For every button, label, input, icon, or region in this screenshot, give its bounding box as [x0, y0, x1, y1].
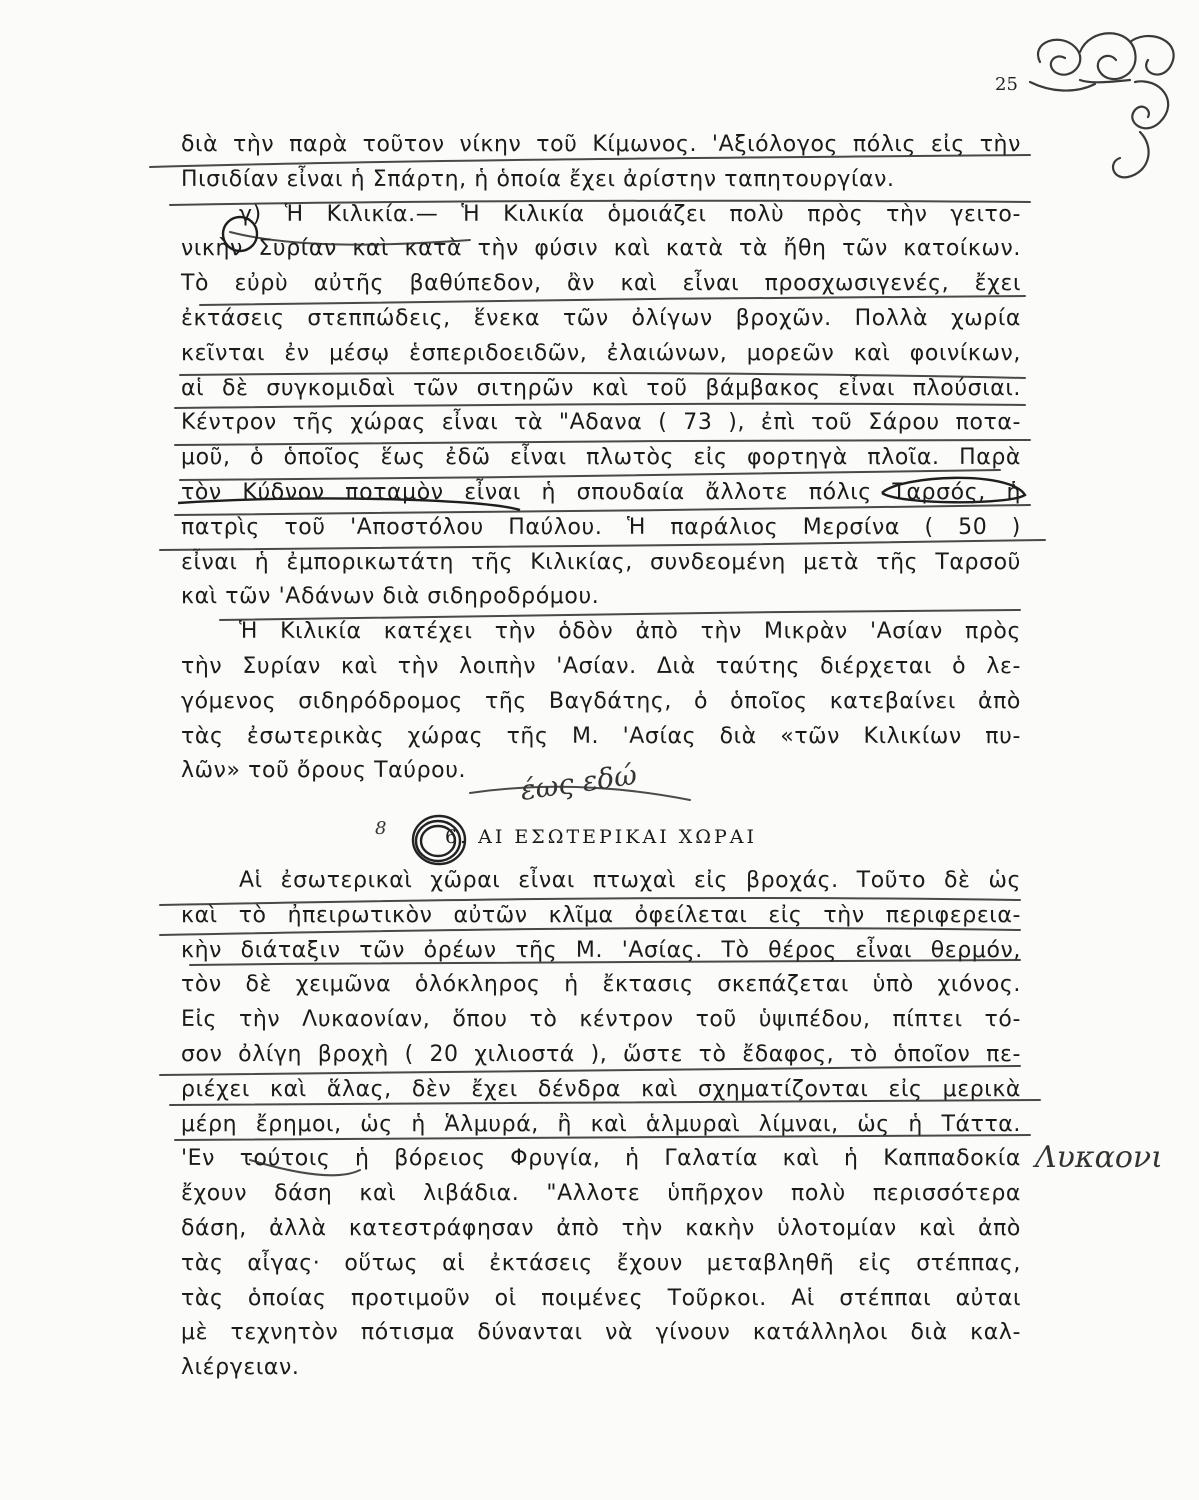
text-line: τὰς ἐσωτερικὰς χώρας τῆς Μ. 'Ασίας διὰ «τῶν Κιλικίων πυ- [181, 723, 1021, 749]
text-line: πατρὶς τοῦ 'Αποστόλου Παύλου. Ἡ παράλιος Μερσίνα ( 50 ) [181, 514, 1021, 540]
handwritten-margin-note: Λυκαονι [1035, 1140, 1163, 1175]
body-text-bottom [181, 864, 1021, 1386]
subheading-line: γ) Ἡ Κιλικία.— Ἡ Κιλικία ὁμοιάζει πολὺ πρὸς τὴν γειτο- [239, 201, 1021, 227]
decorative-flourish-icon [1020, 22, 1190, 192]
text-line: νικὴν Συρίαν καὶ κατὰ τὴν φύσιν καὶ κατὰ τὰ ἤθη τῶν κατοίκων. [181, 236, 1021, 262]
handwritten-mark: 8 [375, 818, 387, 839]
text-line: Κέντρον τῆς χώρας εἶναι τὰ "Αδανα ( 73 ), ἐπὶ τοῦ Σάρου ποτα- [181, 410, 1021, 436]
text-line: 'Εν τούτοις ἡ βόρειος Φρυγία, ἡ Γαλατία καὶ ἡ Καππαδοκία [181, 1146, 1021, 1172]
body-text-top [181, 128, 1021, 789]
text-line: κεῖνται ἐν μέσῳ ἑσπεριδοειδῶν, ἐλαιώνων, μορεῶν καὶ φοινίκων, [181, 340, 1021, 366]
text-line: λιέργειαν. [181, 1355, 300, 1381]
text-line: λῶν» τοῦ ὄρους Ταύρου. [181, 758, 467, 784]
text-line: ἐκτάσεις στεππώδεις, ἕνεκα τῶν ὀλίγων βροχῶν. Πολλὰ χωρία [181, 305, 1021, 331]
text-line: μέρη ἔρημοι, ὡς ἡ Ἁλμυρά, ἢ καὶ ἁλμυραὶ λίμναι, ὡς ἡ Τάττα. [181, 1111, 1021, 1137]
handwritten-note: έως εδώ [518, 758, 639, 807]
text-line: καὶ τὸ ἠπειρωτικὸν αὐτῶν κλῖμα ὀφείλεται εἰς τὴν περιφερεια- [181, 902, 1021, 928]
text-line: ριέχει καὶ ἅλας, δὲν ἔχει δένδρα καὶ σχηματίζονται εἰς μερικὰ [181, 1076, 1021, 1102]
text-line: εἶναι ἡ ἐμπορικωτάτη τῆς Κιλικίας, συνδεομένη μετὰ τῆς Ταρσοῦ [181, 549, 1021, 575]
text-line: Πισιδίαν εἶναι ἡ Σπάρτη, ἡ ὁποία ἔχει ἀρίστην ταπητουργίαν. [181, 166, 895, 192]
text-line: κὴν διάταξιν τῶν ὀρέων τῆς Μ. 'Ασίας. Τὸ θέρος εἶναι θερμόν, [181, 937, 1021, 963]
text-line: σον ὀλίγη βροχὴ ( 20 χιλιοστά ), ὥστε τὸ ἔδαφος, τὸ ὁποῖον πε- [181, 1041, 1021, 1067]
text-line: καὶ τῶν 'Αδάνων διὰ σιδηροδρόμου. [181, 584, 600, 610]
text-line: ἔχουν δάση καὶ λιβάδια. "Αλλοτε ὑπῆρχον πολὺ περισσότερα [181, 1181, 1021, 1207]
text-line: γόμενος σιδηρόδρομος τῆς Βαγδάτης, ὁ ὁποῖος κατεβαίνει ἀπὸ [181, 688, 1021, 714]
text-line: τὰς αἶγας· οὕτως αἱ ἐκτάσεις ἔχουν μεταβληθῆ εἰς στέππας, [181, 1250, 1021, 1276]
text-line: Αἱ ἐσωτερικαὶ χῶραι εἶναι πτωχαὶ εἰς βροχάς. Τοῦτο δὲ ὡς [239, 868, 1021, 893]
text-line: τὴν Συρίαν καὶ τὴν λοιπὴν 'Ασίαν. Διὰ ταύτης διέρχεται ὁ λε- [181, 653, 1021, 679]
text-line: Εἰς τὴν Λυκαονίαν, ὅπου τὸ κέντρον τοῦ ὑψιπέδου, πίπτει τό- [181, 1007, 1021, 1033]
text-line: τὸν δὲ χειμῶνα ὁλόκληρος ἡ ἔκτασις σκεπάζεται ὑπὸ χιόνος. [181, 972, 1021, 998]
text-line: αἱ δὲ συγκομιδαὶ τῶν σιτηρῶν καὶ τοῦ βάμβακος εἶναι πλούσιαι. [181, 375, 1021, 401]
page-number: 25 [995, 74, 1018, 95]
text-line: τὰς ὁποίας προτιμοῦν οἱ ποιμένες Τοῦρκοι. Αἱ στέππαι αὐται [181, 1285, 1021, 1311]
text-line: Ἡ Κιλικία κατέχει τὴν ὁδὸν ἀπὸ τὴν Μικρὰν 'Ασίαν πρὸς [239, 619, 1021, 645]
circled-number-icon [408, 812, 470, 870]
section-heading: 6. ΑΙ ΕΣΩΤΕΡΙΚΑΙ ΧΩΡΑΙ [444, 826, 758, 848]
text-line: διὰ τὴν παρὰ τοῦτον νίκην τοῦ Κίμωνος. 'Αξιόλογος πόλις εἰς τὴν [181, 132, 1021, 157]
text-line: μὲ τεχνητὸν πότισμα δύνανται νὰ γίνουν κατάλληλοι διὰ καλ- [181, 1320, 1021, 1346]
text-line: μοῦ, ὁ ὁποῖος ἕως ἐδῶ εἶναι πλωτὸς εἰς φορτηγὰ πλοῖα. Παρὰ [181, 445, 1021, 471]
text-line: δάση, ἀλλὰ κατεστράφησαν ἀπὸ τὴν κακὴν ὑλοτομίαν καὶ ἀπὸ [181, 1215, 1021, 1241]
text-line: Τὸ εὐρὺ αὐτῆς βαθύπεδον, ἂν καὶ εἶναι προσχωσιγενές, ἔχει [181, 271, 1021, 297]
text-line: τὸν Κύδνον ποταμὸν εἶναι ἡ σπουδαία ἄλλοτε πόλις Ταρσός, ἡ [181, 479, 1021, 505]
